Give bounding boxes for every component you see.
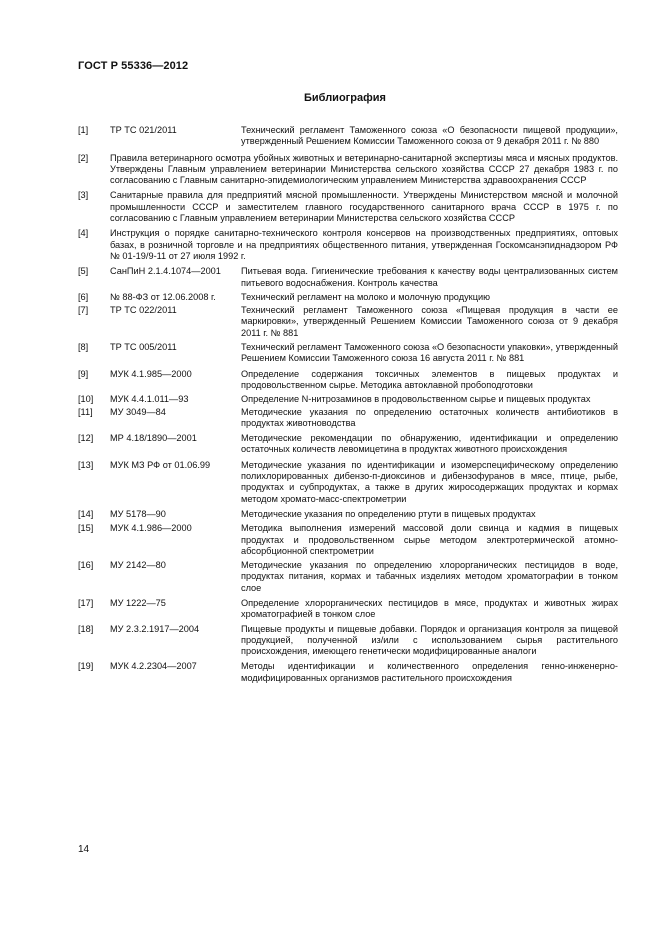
entry-description: Санитарные правила для предприятий мясной промышленности. Утверждены Министерством мясной и молочной промышленности СССР и заместителем главного государственного санитарного врача СССР в 1975 г. по согласованию с Главным управлением ветеринарии Министерства сельского хозяйства СССР	[110, 190, 618, 224]
entry-number: [17]	[78, 597, 94, 608]
entry-code: МУК 4.1.985—2000	[110, 368, 192, 379]
entry-description: Определение хлорорганических пестицидов в мясе, продуктах и животных жирах хроматографией в тонком слое	[241, 597, 618, 620]
entry-description: Инструкция о порядке санитарно-технического контроля консервов на производственных предприятиях, оптовых базах, в розничной торговле и на предприятиях общественного питания, утвержденная Госкомсанэпиднадзором РФ № 01-19/9-11 от 27 июля 1992 г.	[110, 228, 618, 261]
bibliography-entry	[78, 598, 618, 621]
entry-description: Правила ветеринарного осмотра убойных животных и ветеринарно-санитарной экспертизы мяса и мясных продуктов. Утверждены Главным управлением ветеринарии Министерства сельского хозяйства СССР 27 декабря 1983 г. по согласованию с Главным санитарно-эпидемиологическим управлением Министерства здравоохранения СССР	[110, 152, 618, 186]
entry-description: Пищевые продукты и пищевые добавки. Порядок и организация контроля за пищевой продукцией, полученной из/или с использованием сырья растительного происхождения, имеющего генетически модифицированные аналоги	[241, 623, 618, 657]
entry-description: Технический регламент Таможенного союза «О безопасности пищевой продукции», утвержденный Решением Комиссии Таможенного союза от 9 декабря 2011 г. № 880	[241, 125, 618, 147]
entry-code: № 88-ФЗ от 12.06.2008 г.	[110, 291, 216, 302]
entry-number: [14]	[78, 508, 94, 519]
entry-code: ТР ТС 022/2011	[110, 305, 177, 316]
entry-number: [16]	[78, 560, 94, 571]
entry-description: Методические указания по определению остаточных количеств антибиотиков в продуктах животноводства	[241, 406, 618, 428]
entry-number: [5]	[78, 266, 89, 277]
entry-number: [19]	[78, 661, 94, 672]
bibliography-entry	[78, 407, 618, 430]
bibliography-entry	[78, 560, 618, 594]
entry-description: Определение содержания токсичных элементов в пищевых продуктах и продовольственном сырье. Методика автоклавной пробоподготовки	[241, 368, 618, 390]
entry-description: Технический регламент Таможенного союза «Пищевая продукция в части ее маркировки», утвержденный Решением Комиссии Таможенного союза от 9 декабря 2011 г. № 881	[241, 305, 618, 338]
entry-code: МУК 4.1.986—2000	[110, 523, 192, 534]
bibliography-entry	[78, 305, 618, 339]
bibliography-list	[78, 122, 618, 684]
bibliography-entry	[78, 624, 618, 658]
document-header: ГОСТ Р 55336—2012	[78, 60, 189, 72]
entry-description: Методы идентификации и количественного определения генно-инженерно-модифицированных организмов растительного происхождения	[241, 661, 618, 683]
entry-code: МУ 2.3.2.1917—2004	[110, 623, 200, 634]
bibliography-entry	[78, 394, 618, 405]
entry-description: Методические рекомендации по обнаружению, идентификации и определению остаточных количеств левомицетина в продуктах животного происхождения	[241, 433, 618, 455]
entry-code: МУ 3049—84	[110, 406, 166, 417]
bibliography-entry	[78, 153, 618, 187]
entry-description: Методические указания по идентификации и изомерспецифическому определению полихлорированных дибензо-п-диоксинов и дибензофуранов в мясе, птице, рыбе, продуктах и субпродуктах, а также в других жиросодержащих продуктах и кормах методом хромато-масс-спектрометрии	[241, 459, 618, 504]
entry-number: [18]	[78, 623, 94, 634]
entry-description: Технический регламент Таможенного союза «О безопасности упаковки», утвержденный Решением Комиссии Таможенного союза 16 августа 2011 г. № 881	[241, 342, 618, 364]
entry-number: [4]	[78, 228, 89, 239]
bibliography-entry	[78, 266, 618, 289]
entry-code: МР 4.18/1890—2001	[110, 433, 197, 444]
entry-number: [2]	[78, 152, 89, 163]
bibliography-entry	[78, 292, 618, 303]
section-title: Библиография	[304, 92, 386, 104]
bibliography-entry	[78, 433, 618, 456]
entry-description: Определение N-нитрозаминов в продовольственном сырье и пищевых продуктах	[241, 394, 591, 405]
bibliography-entry	[78, 342, 618, 365]
page-number: 14	[78, 844, 90, 855]
bibliography-entry	[78, 661, 618, 684]
entry-number: [8]	[78, 342, 89, 353]
bibliography-entry	[78, 460, 618, 505]
entry-code: МУ 2142—80	[110, 560, 166, 571]
entry-number: [15]	[78, 523, 94, 534]
entry-code: ТР ТС 005/2011	[110, 342, 177, 353]
entry-number: [13]	[78, 459, 94, 470]
bibliography-entry	[78, 523, 618, 557]
entry-code: СанПиН 2.1.4.1074—2001	[110, 266, 221, 277]
entry-description: Методические указания по определению ртути в пищевых продуктах	[241, 508, 536, 519]
entry-number: [1]	[78, 125, 89, 135]
entry-number: [3]	[78, 190, 89, 201]
entry-description: Методика выполнения измерений массовой доли свинца и кадмия в пищевых продуктах и продовольственном сырье методом электротермической атомно-абсорбционной спектрометрии	[241, 523, 618, 556]
entry-code: МУ 5178—90	[110, 508, 166, 519]
entry-description: Питьевая вода. Гигиенические требования к качеству воды централизованных систем питьевого водоснабжения. Контроль качества	[241, 266, 618, 288]
entry-number: [6]	[78, 291, 89, 302]
bibliography-entry	[78, 190, 618, 224]
entry-code: МУ 1222—75	[110, 597, 166, 608]
entry-code: МУК 4.2.2304—2007	[110, 661, 197, 672]
entry-code: МУК 4.4.1.011—93	[110, 394, 189, 405]
entry-number: [12]	[78, 433, 94, 444]
entry-number: [9]	[78, 368, 89, 379]
entry-code: ТР ТС 021/2011	[110, 125, 177, 135]
bibliography-entry	[78, 125, 618, 148]
entry-code: МУК МЗ РФ от 01.06.99	[110, 459, 211, 470]
bibliography-entry	[78, 369, 618, 392]
entry-number: [7]	[78, 305, 89, 316]
entry-number: [11]	[78, 406, 93, 417]
bibliography-entry	[78, 228, 618, 262]
bibliography-entry	[78, 509, 618, 520]
entry-number: [10]	[78, 394, 94, 405]
entry-description: Методические указания по определению хлорорганических пестицидов в воде, продуктах питания, кормах и табачных изделиях методом хроматографии в тонком слое	[241, 560, 618, 593]
entry-description: Технический регламент на молоко и молочную продукцию	[241, 291, 490, 302]
